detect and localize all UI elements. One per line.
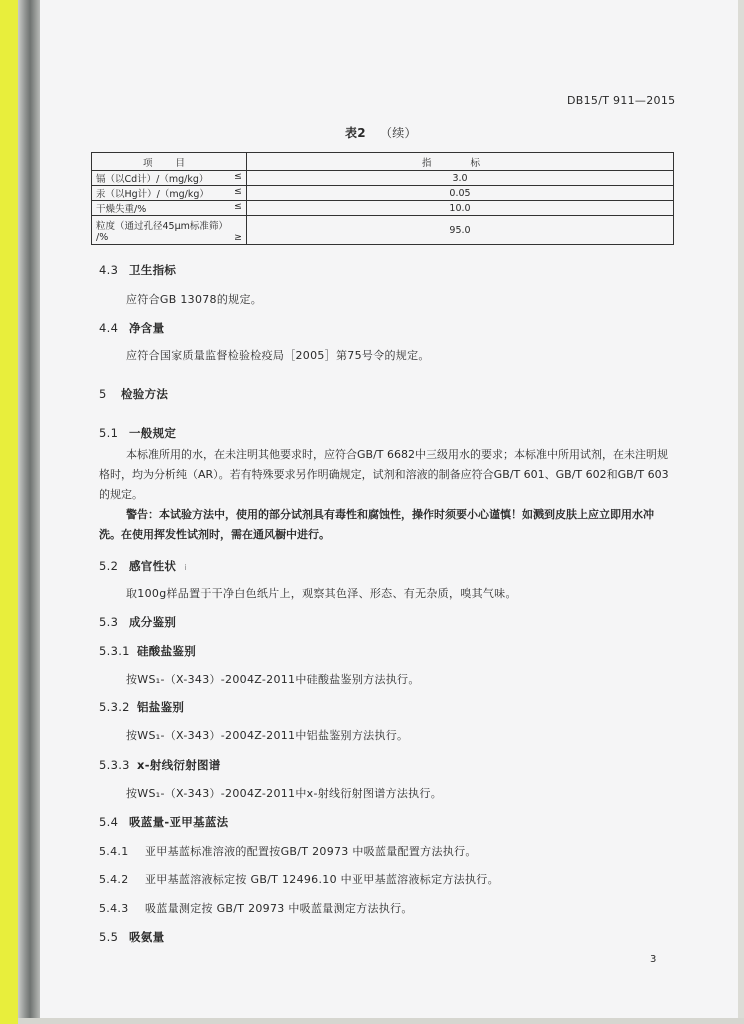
stray-mark: i — [184, 563, 188, 572]
row-symbol: ≤ — [234, 186, 242, 197]
row-symbol: ≤ — [234, 171, 242, 182]
row-item-label: 汞（以Hg计）/（mg/kg） — [96, 189, 209, 200]
row-item-label-line2: /% — [96, 231, 109, 243]
section-line-5-4-3: 5.4.3 吸蓝量测定按 GB/T 20973 中吸蓝量测定方法执行。 — [99, 902, 413, 915]
section-body-5-1 — [99, 445, 674, 545]
table-row — [92, 186, 674, 201]
section-heading-5-3-1: 5.3.1 硅酸盐鉴别 — [99, 644, 196, 658]
row-value: 10.0 — [247, 201, 674, 216]
table-title-label: 表2 — [345, 126, 366, 140]
header-item: 项 目 — [92, 153, 247, 171]
warning-text: 警告：本试验方法中，使用的部分试剂具有毒性和腐蚀性，操作时须要小心谨慎！如溅到皮肤上应立即用水冲洗。在使用挥发性试剂时，需在通风橱中进行。 — [99, 508, 654, 541]
general-rules-text: 本标准所用的水，在未注明其他要求时，应符合GB/T 6682中三级用水的要求；本标准中所用试剂，在未注明规格时，均为分析纯（AR）。若有特殊要求另作明确规定，试剂和溶液的制备应符合GB/T 601、GB/T 602和GB/T 603的规定。 — [99, 448, 669, 501]
row-symbol: ≥ — [234, 231, 242, 243]
table-header-row — [92, 153, 674, 171]
table-row — [92, 171, 674, 186]
row-item-label: 干燥失重/% — [96, 204, 147, 215]
section-heading-5-3: 5.3 成分鉴别 — [99, 615, 177, 629]
row-item-label: 镉（以Cd计）/（mg/kg） — [96, 174, 209, 185]
row-symbol: ≤ — [234, 201, 242, 212]
scanner-yellow-edge — [0, 0, 18, 1024]
header-indicator: 指 标 — [247, 153, 674, 171]
table-row — [92, 216, 674, 245]
section-body-4-4: 应符合国家质量监督检验检疫局［2005］第75号令的规定。 — [126, 349, 430, 362]
section-body-5-3-1: 按WS₁-（X-343）-2004Z-2011中硅酸盐鉴别方法执行。 — [126, 673, 420, 686]
spec-table — [91, 152, 674, 245]
section-body-5-3-2: 按WS₁-（X-343）-2004Z-2011中铝盐鉴别方法执行。 — [126, 729, 409, 742]
section-heading-5: 5 检验方法 — [99, 387, 169, 401]
section-body-5-3-3: 按WS₁-（X-343）-2004Z-2011中x-射线衍射图谱方法执行。 — [126, 787, 443, 800]
table-title — [345, 124, 417, 141]
section-heading-5-3-3: 5.3.3 x-射线衍射图谱 — [99, 758, 221, 772]
table-row — [92, 201, 674, 216]
section-line-5-4-2: 5.4.2 亚甲基蓝溶液标定按 GB/T 12496.10 中亚甲基蓝溶液标定方法执行。 — [99, 873, 499, 886]
binding-spine — [18, 0, 40, 1024]
row-value: 0.05 — [247, 186, 674, 201]
page-right-edge — [738, 0, 744, 1024]
section-heading-4-3: 4.3 卫生指标 — [99, 263, 177, 277]
page-number: 3 — [650, 954, 657, 965]
row-value: 95.0 — [247, 216, 674, 245]
table-title-suffix: （续） — [379, 126, 417, 140]
section-heading-4-4: 4.4 净含量 — [99, 321, 165, 335]
section-body-5-2: 取100g样品置于干净白色纸片上，观察其色泽、形态、有无杂质，嗅其气味。 — [126, 587, 517, 600]
section-heading-5-5: 5.5 吸氨量 — [99, 930, 165, 944]
standard-code: DB15/T 911—2015 — [567, 94, 676, 107]
page-bottom-edge — [18, 1018, 744, 1024]
section-heading-5-3-2: 5.3.2 铝盐鉴别 — [99, 700, 185, 714]
section-heading-5-4: 5.4 吸蓝量-亚甲基蓝法 — [99, 815, 229, 829]
row-item-label: 粒度（通过孔径45μm标准筛） — [96, 220, 228, 232]
section-heading-5-2: 5.2 感官性状 i — [99, 559, 188, 573]
section-heading-5-1: 5.1 一般规定 — [99, 426, 177, 440]
section-body-4-3: 应符合GB 13078的规定。 — [126, 293, 263, 306]
row-value: 3.0 — [247, 171, 674, 186]
section-line-5-4-1: 5.4.1 亚甲基蓝标准溶液的配置按GB/T 20973 中吸蓝量配置方法执行。 — [99, 845, 477, 858]
